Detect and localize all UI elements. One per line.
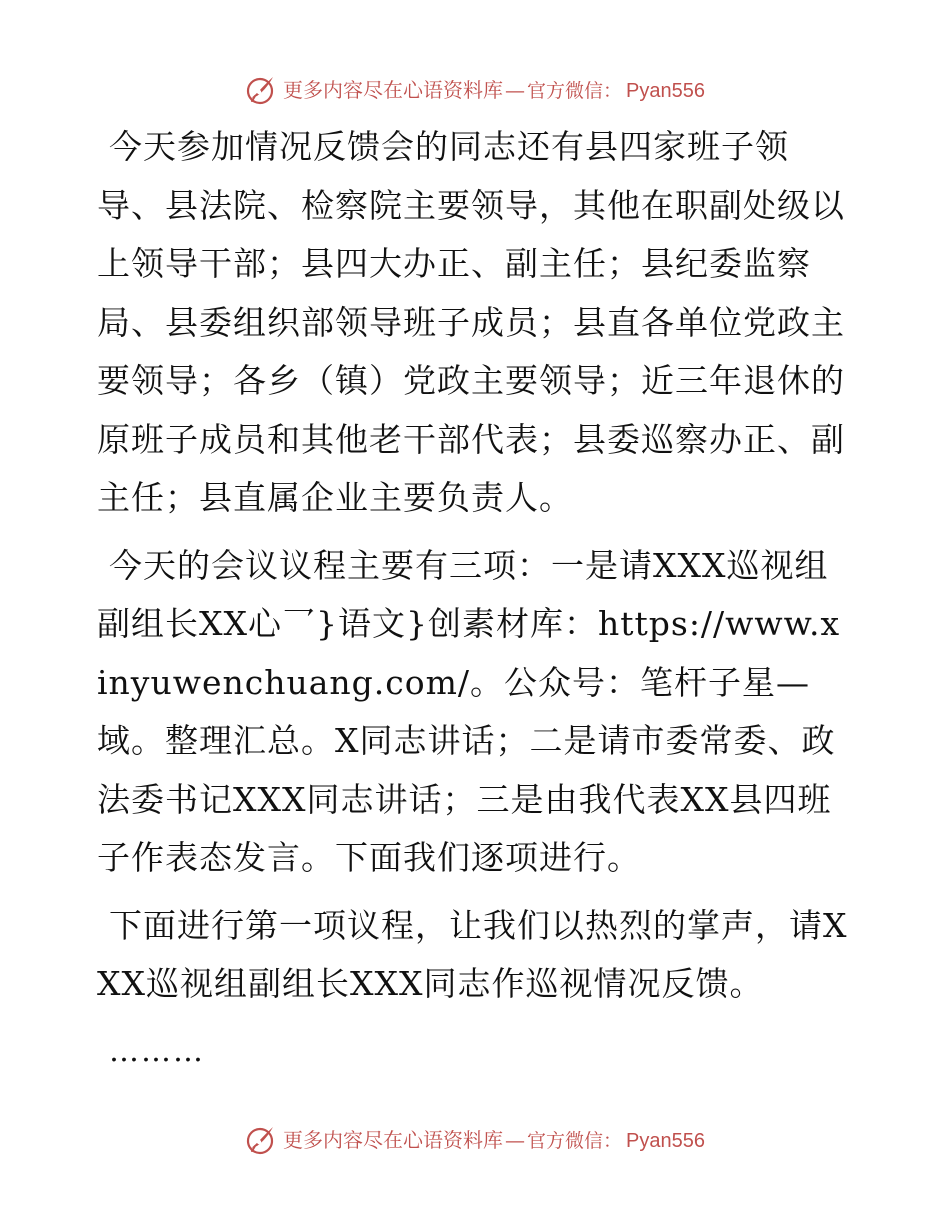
footer-banner-text [283,1127,705,1152]
quill-pen-logo-icon [245,74,277,106]
banner-colon: ： [603,79,623,102]
quill-pen-logo-icon [245,1124,277,1156]
banner-dash: — [505,77,525,102]
paragraph-first-item: 下面进行第一项议程，让我们以热烈的掌声，请XXX巡视组副组长XXX同志作巡视情况反馈。 [97,905,848,1003]
banner-wechat-id: Pyan556 [626,79,705,102]
banner-colon: ： [603,1129,623,1152]
paragraph-attendees: 今天参加情况反馈会的同志还有县四家班子领导、县法院、检察院主要领导，其他在职副处级以上领导干部；县四大办正、副主任；县纪委监察局、县委组织部领导班子成员；县直各单位党政主要领导；各乡（镇）党政主要领导；近三年退休的原班子成员和其他老干部代表；县委巡察办正、副主任；县直属企业主要负责人。 [97,127,845,517]
banner-site-name: 更多内容尽在心语资料库 [283,77,503,102]
header-banner-text [283,77,705,102]
ellipsis: ……… [109,1033,205,1069]
footer-banner [0,1120,950,1160]
banner-site-name: 更多内容尽在心语资料库 [283,1127,503,1152]
document-body [97,118,849,1081]
banner-wechat-label: 官方微信 [527,1129,604,1152]
banner-wechat-label: 官方微信 [527,79,604,102]
banner-wechat-id: Pyan556 [626,1129,705,1152]
header-banner [0,70,950,110]
paragraph-agenda: 今天的会议议程主要有三项：一是请XXX巡视组副组长XX心乛}语文}创素材库：https://www.xinyuwenchuang.com/。公众号：笔杆子星—域。整理汇总。X同志讲话；二是请市委常委、政法委书记XXX同志讲话；三是由我代表XX县四班子作表态发言。下面我们逐项进行。 [97,545,841,877]
banner-dash: — [505,1127,525,1152]
